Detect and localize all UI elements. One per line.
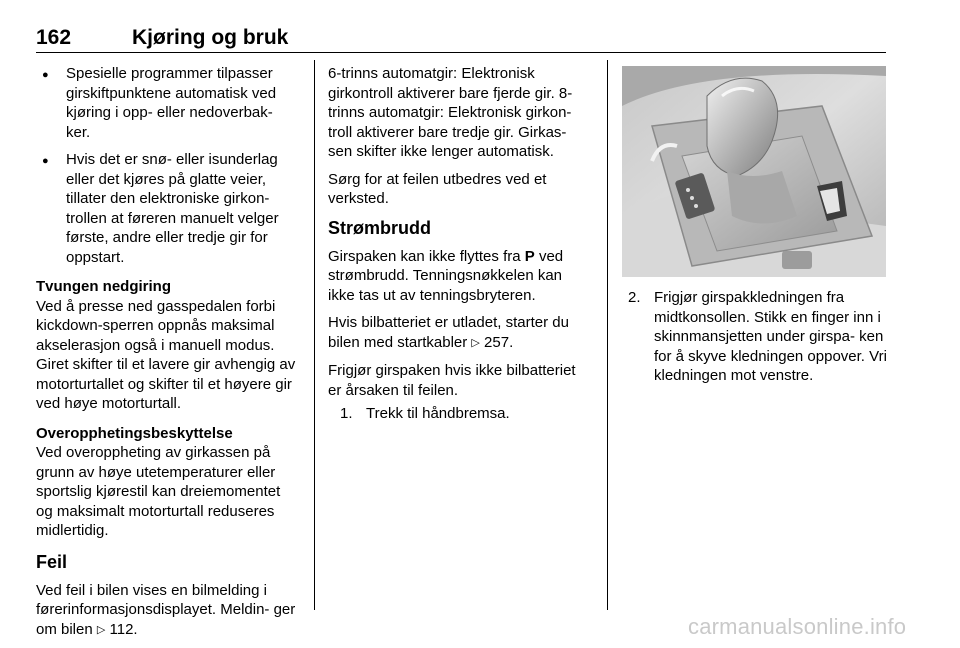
column-1: [36, 64, 298, 648]
service-note: Sørg for at feilen utbedres ved et verksted.: [328, 170, 547, 207]
bullet-text: Spesielle programmer tilpasser girskiftpunktene automatisk ved kjøring i opp- eller nedoverbak- ker.: [66, 65, 277, 141]
feil-text: [36, 581, 298, 641]
park-symbol: P: [524, 247, 535, 265]
battery-page-ref: 257.: [484, 333, 514, 351]
release-text: Frigjør girspaken hvis ikke bilbatteriet er årsaken til feilen.: [328, 362, 576, 399]
bullet-icon: [42, 64, 49, 86]
power-heading: Strømbrudd: [328, 217, 431, 238]
overheat-text: Ved overoppheting av girkassen på grunn av høye utetemperaturer eller sportslig kjørestil kan dreiemomentet og maksimalt motorturtall reduseres midlertidig.: [36, 444, 281, 539]
bullet-icon: [42, 150, 49, 172]
kickdown-text: Ved å presse ned gasspedalen forbi kickdown-sperren oppnås maksimal akselerasjon også i manuell modus. Giret skifter til et lavere gir avhengig av motorturtallet og skifter til et høyere gir ved høye motorturtall.: [36, 297, 296, 412]
page-reference-icon: ▷: [96, 623, 106, 636]
power-text-a: Girspaken kan ikke flyttes fra: [328, 247, 521, 265]
battery-text: [328, 313, 592, 353]
gear-shifter-photo: [622, 66, 886, 277]
battery-text-body: Hvis bilbatteriet er utladet, starter du bilen med startkabler: [328, 314, 569, 351]
kickdown-heading: Tvungen nedgiring: [36, 278, 171, 295]
bullet-text: Hvis det er snø- eller isunderlag eller det kjøres på glatte veier, tillater den elektroniske girkon- trollen at føreren manuelt velger første, andre eller tredje gir for oppstart.: [66, 151, 279, 266]
power-text-b: ved strømbrudd. Tenningsnøkkelen kan ikke tas ut av tenningsbryteren.: [328, 247, 564, 304]
bullet-item: [36, 150, 298, 267]
step-number: 2.: [628, 289, 641, 306]
step-2: [628, 288, 887, 386]
fault-intro-text: 6-trinns automatgir: Elektronisk girkontroll aktiverer bare fjerde gir. 8-trinns automatgir: Elektronisk girkon- troll aktiverer bare tredje gir. Girkas- sen skifter ikke lenger automatisk.: [328, 65, 573, 160]
page-reference-icon: ▷: [471, 336, 480, 349]
page-number: 162: [36, 26, 72, 49]
overheat-heading: Overopphetingsbeskyttelse: [36, 424, 233, 442]
column-divider-1: [314, 60, 315, 610]
column-2: [328, 64, 592, 424]
feil-heading: Feil: [36, 551, 68, 572]
watermark-link[interactable]: carmanualsonline.info: [688, 614, 907, 639]
step-text: Frigjør girspakkledningen fra midtkonsollen. Stikk en finger inn i skinnmansjetten under girspa- ken for å skyve kledningen oppover. Vri kledningen mot venstre.: [654, 289, 887, 384]
power-text: [328, 247, 592, 306]
column-3: [622, 288, 887, 386]
page-header: [36, 26, 886, 52]
header-rule: [36, 52, 886, 53]
column-divider-2: [607, 60, 608, 610]
step-number: 1.: [340, 405, 353, 422]
feil-text-body: Ved feil i bilen vises en bilmelding i førerinformasjonsdisplayet. Meldin- ger om bilen: [36, 581, 296, 638]
step-text: Trekk til håndbremsa.: [366, 405, 510, 422]
bullet-item: [36, 64, 298, 142]
chapter-title: Kjøring og bruk: [132, 26, 289, 49]
feil-page-ref: 112.: [109, 620, 138, 638]
step-1: [340, 404, 592, 424]
